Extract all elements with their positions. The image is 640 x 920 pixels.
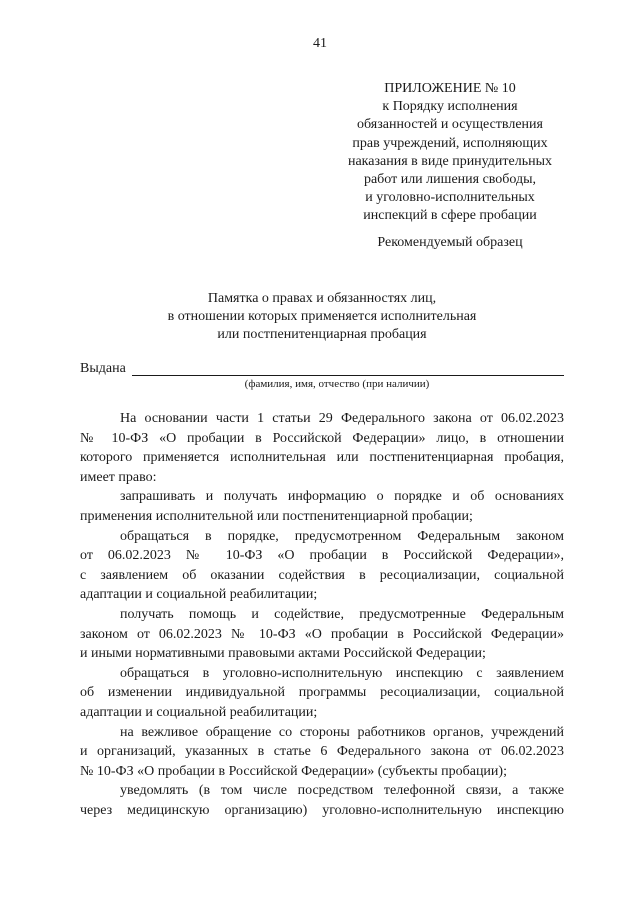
memo-title-line: Памятка о правах и обязанностях лиц, (207, 291, 437, 306)
body-line: законом от 06.02.2023 № 10-ФЗ «О пробации в Российской Федерации» (80, 626, 564, 642)
body-line: адаптации и социальной реабилитации; (80, 704, 318, 720)
body-line: имеет право: (80, 469, 157, 485)
memo-title-line: в отношении которых применяется исполнительная (167, 309, 477, 325)
body-line: которого применяется исполнительная или постпенитенциарная пробация, (80, 450, 564, 466)
body-line: уведомлять (в том числе посредством телефонной связи, а также (120, 783, 564, 799)
appendix-header (330, 80, 570, 226)
body-line: через медицинскую организацию) уголовно-исполнительную инспекцию (80, 802, 564, 818)
body-line: получать помощь и содействие, предусмотренные Федеральным (120, 606, 564, 622)
appendix-line: обязанностей и осуществления (357, 117, 543, 133)
body-line: от 06.02.2023 № 10-ФЗ «О пробации в Российской Федерации», (80, 548, 564, 564)
issued-caption: (фамилия, имя, отчество (при наличии) (244, 378, 430, 390)
appendix-line: инспекций в сфере пробации (363, 208, 537, 224)
body-line: обращаться в порядке, предусмотренном Федеральным законом (120, 528, 564, 544)
body-line: и иными нормативными правовыми актами Российской Федерации; (80, 646, 486, 662)
issued-name-field (132, 375, 564, 376)
body-line: № 10-ФЗ «О пробации в Российской Федерации» лицо, в отношении (80, 430, 564, 446)
memo-title-line: или постпенитенциарная пробация (217, 327, 427, 343)
sample-label: Рекомендуемый образец (377, 235, 523, 250)
appendix-line: наказания в виде принудительных (347, 153, 553, 169)
appendix-line: к Порядку исполнения (382, 99, 518, 115)
appendix-line: и уголовно-исполнительных (365, 190, 535, 206)
body-line: применения исполнительной или постпенитенциарной пробации; (80, 508, 473, 524)
body-line: и организаций, указанных в статье 6 Федерального закона от 06.02.2023 (80, 744, 564, 760)
page-number: 41 (313, 36, 327, 51)
body-line: На основании части 1 статьи 29 Федерального закона от 06.02.2023 (120, 411, 564, 426)
issued-label: Выдана (80, 361, 126, 376)
body-line: с заявлением об оказании содействия в ресоциализации, социальной (80, 567, 564, 583)
body-line: адаптации и социальной реабилитации; (80, 587, 318, 603)
body-line: об изменении индивидуальной программы ресоциализации, социальной (80, 685, 564, 701)
body-line: запрашивать и получать информацию о порядке и об основаниях (120, 489, 564, 505)
body-line: на вежливое обращение со стороны работников органов, учреждений (120, 724, 564, 740)
memo-title (80, 290, 564, 345)
body-text (80, 409, 564, 820)
body-line: обращаться в уголовно-исполнительную инспекцию с заявлением (120, 665, 564, 681)
body-line: № 10-ФЗ «О пробации в Российской Федерации» (субъекты пробации); (80, 763, 507, 779)
appendix-line: прав учреждений, исполняющих (352, 135, 548, 151)
appendix-line: работ или лишения свободы, (363, 172, 537, 188)
appendix-title: ПРИЛОЖЕНИЕ № 10 (384, 81, 516, 96)
